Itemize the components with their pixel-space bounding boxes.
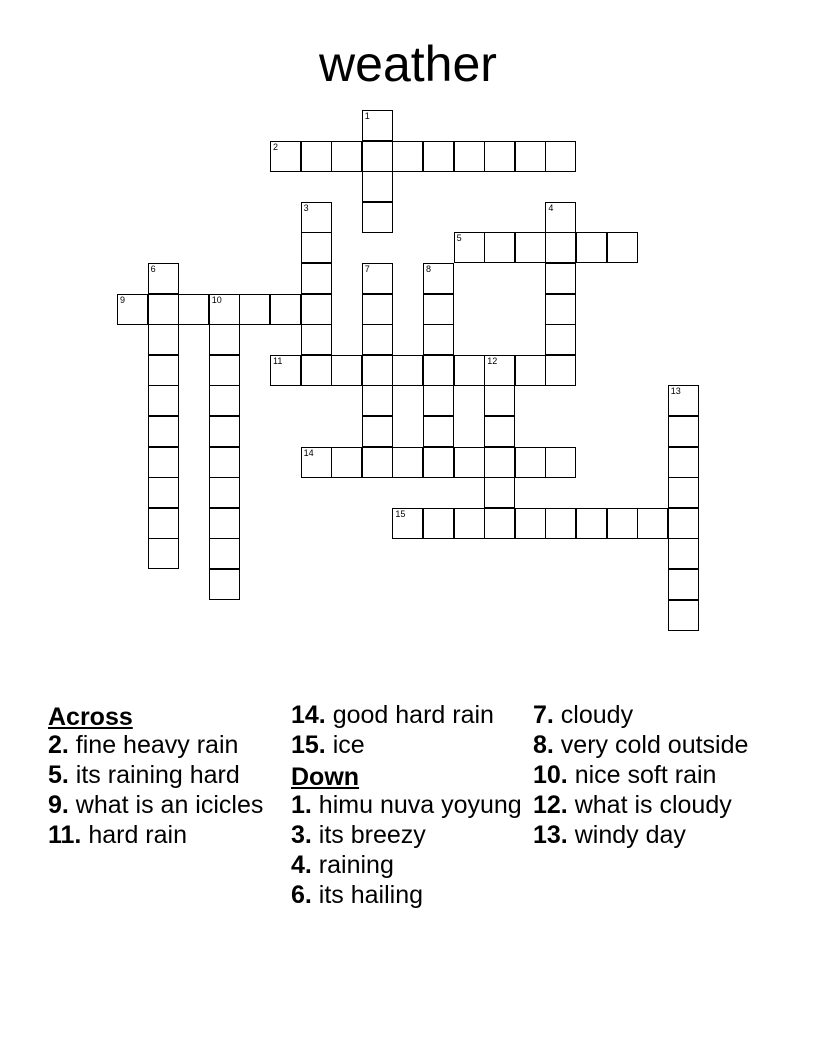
- clue-across: [48, 732, 283, 759]
- grid-cell[interactable]: [301, 232, 332, 263]
- grid-cell[interactable]: [117, 294, 148, 325]
- clue-text: what is an icicles: [68, 791, 264, 819]
- clue-text: fine heavy rain: [68, 731, 239, 759]
- clue-text: its breezy: [311, 821, 426, 849]
- grid-cell[interactable]: [270, 141, 301, 172]
- clue-text: its raining hard: [68, 761, 240, 789]
- grid-cell[interactable]: [607, 508, 638, 539]
- clue-down: [533, 702, 768, 729]
- grid-cell[interactable]: [545, 508, 576, 539]
- clue-number: 5.: [48, 761, 69, 789]
- grid-cell[interactable]: [423, 294, 454, 325]
- grid-cell[interactable]: [545, 202, 576, 233]
- grid-cell[interactable]: [576, 508, 607, 539]
- grid-cell[interactable]: [362, 110, 393, 141]
- grid-cell[interactable]: [454, 447, 485, 478]
- clue-number: 13.: [533, 821, 568, 849]
- grid-cell[interactable]: [392, 141, 423, 172]
- grid-cell[interactable]: [362, 447, 393, 478]
- grid-cell[interactable]: [209, 538, 240, 569]
- grid-cell[interactable]: [331, 447, 362, 478]
- clue-down: [291, 822, 526, 849]
- grid-cell[interactable]: [148, 508, 179, 539]
- grid-cell[interactable]: [362, 263, 393, 294]
- grid-cell[interactable]: [209, 477, 240, 508]
- clue-down: [291, 852, 526, 879]
- clue-down: [533, 792, 768, 819]
- clue-number: 15.: [291, 731, 326, 759]
- clue-number: 1.: [291, 791, 312, 819]
- grid-cell[interactable]: [423, 447, 454, 478]
- grid-cell[interactable]: [423, 416, 454, 447]
- clue-section-heading: Across: [48, 703, 133, 731]
- clue-number: 11.: [48, 821, 82, 849]
- clue-column-1: [48, 702, 283, 852]
- grid-cell[interactable]: [301, 447, 332, 478]
- clue-down: [533, 732, 768, 759]
- grid-cell[interactable]: [362, 355, 393, 386]
- grid-cell[interactable]: [148, 538, 179, 569]
- grid-cell[interactable]: [668, 477, 699, 508]
- grid-cell[interactable]: [301, 141, 332, 172]
- grid-cell[interactable]: [423, 324, 454, 355]
- grid-cell[interactable]: [423, 355, 454, 386]
- cell-number: 5: [456, 233, 462, 244]
- clue-number: 6.: [291, 881, 312, 909]
- grid-cell[interactable]: [209, 416, 240, 447]
- cell-number: 12: [487, 355, 498, 366]
- grid-cell[interactable]: [362, 202, 393, 233]
- clue-down: [533, 762, 768, 789]
- grid-cell[interactable]: [209, 324, 240, 355]
- grid-cell[interactable]: [270, 294, 301, 325]
- clue-number: 2.: [48, 731, 69, 759]
- grid-cell[interactable]: [454, 232, 485, 263]
- grid-cell[interactable]: [668, 416, 699, 447]
- grid-cell[interactable]: [515, 141, 546, 172]
- cell-number: 2: [273, 141, 279, 152]
- grid-cell[interactable]: [362, 416, 393, 447]
- clue-text: nice soft rain: [567, 761, 717, 789]
- grid-cell[interactable]: [668, 569, 699, 600]
- clue-across: [48, 762, 283, 789]
- cell-number: 7: [364, 264, 370, 274]
- grid-cell[interactable]: [515, 355, 546, 386]
- grid-cell[interactable]: [484, 447, 515, 478]
- grid-cell[interactable]: [576, 232, 607, 263]
- grid-cell[interactable]: [545, 447, 576, 478]
- grid-cell[interactable]: [209, 569, 240, 600]
- grid-cell[interactable]: [423, 508, 454, 539]
- grid-cell[interactable]: [148, 263, 179, 294]
- grid-cell[interactable]: [362, 171, 393, 202]
- grid-cell[interactable]: [484, 232, 515, 263]
- grid-cell[interactable]: [484, 416, 515, 447]
- clue-number: 10.: [533, 761, 568, 789]
- grid-cell[interactable]: [392, 355, 423, 386]
- grid-cell[interactable]: [668, 447, 699, 478]
- clue-text: good hard rain: [325, 701, 494, 729]
- grid-cell[interactable]: [301, 202, 332, 233]
- grid-cell[interactable]: [148, 447, 179, 478]
- grid-cell[interactable]: [515, 447, 546, 478]
- clue-text: hard rain: [81, 821, 187, 849]
- grid-cell[interactable]: [668, 385, 699, 416]
- clue-text: cloudy: [553, 701, 634, 729]
- clue-across: [291, 702, 526, 729]
- cell-number: 1: [364, 111, 370, 121]
- grid-cell[interactable]: [607, 232, 638, 263]
- grid-cell[interactable]: [484, 508, 515, 539]
- grid-cell[interactable]: [484, 141, 515, 172]
- grid-cell[interactable]: [392, 447, 423, 478]
- clue-text: what is cloudy: [567, 791, 732, 819]
- grid-cell[interactable]: [668, 600, 699, 631]
- grid-cell[interactable]: [454, 141, 485, 172]
- grid-cell[interactable]: [209, 385, 240, 416]
- clue-text: its hailing: [311, 881, 424, 909]
- grid-cell[interactable]: [148, 416, 179, 447]
- cell-number: 14: [303, 447, 314, 458]
- grid-cell[interactable]: [362, 294, 393, 325]
- grid-cell[interactable]: [392, 508, 423, 539]
- grid-cell[interactable]: [301, 355, 332, 386]
- clue-across: [291, 732, 526, 759]
- grid-cell[interactable]: [668, 538, 699, 569]
- grid-cell[interactable]: [209, 355, 240, 386]
- grid-cell[interactable]: [362, 324, 393, 355]
- grid-cell[interactable]: [362, 385, 393, 416]
- clue-text: windy day: [567, 821, 686, 849]
- grid-cell[interactable]: [423, 263, 454, 294]
- clue-column-3: [533, 702, 768, 852]
- grid-cell[interactable]: [545, 294, 576, 325]
- grid-cell[interactable]: [148, 355, 179, 386]
- cell-number: 13: [670, 386, 681, 397]
- cell-number: 6: [150, 264, 156, 274]
- grid-cell[interactable]: [454, 355, 485, 386]
- clue-text: raining: [311, 851, 394, 879]
- clue-number: 4.: [291, 851, 312, 879]
- grid-cell[interactable]: [148, 477, 179, 508]
- grid-cell[interactable]: [209, 508, 240, 539]
- grid-cell[interactable]: [545, 355, 576, 386]
- cell-number: 3: [303, 202, 309, 213]
- clue-number: 7.: [533, 701, 554, 729]
- grid-cell[interactable]: [423, 385, 454, 416]
- grid-cell[interactable]: [454, 508, 485, 539]
- clue-across: [48, 822, 283, 849]
- grid-cell[interactable]: [209, 447, 240, 478]
- clue-text: very cold outside: [553, 731, 749, 759]
- grid-cell[interactable]: [301, 263, 332, 294]
- clue-down: [533, 822, 768, 849]
- grid-cell[interactable]: [484, 385, 515, 416]
- cell-number: 4: [548, 202, 554, 213]
- grid-cell[interactable]: [148, 324, 179, 355]
- clue-list: [48, 702, 788, 962]
- grid-cell[interactable]: [515, 508, 546, 539]
- grid-cell[interactable]: [545, 141, 576, 172]
- grid-cell[interactable]: [270, 355, 301, 386]
- clue-number: 14.: [291, 701, 326, 729]
- grid-cell[interactable]: [148, 385, 179, 416]
- cell-number: 11: [273, 355, 283, 366]
- cell-number: 8: [426, 264, 432, 274]
- cell-number: 15: [395, 508, 406, 519]
- grid-cell[interactable]: [545, 324, 576, 355]
- grid-cell[interactable]: [362, 141, 393, 172]
- clue-number: 9.: [48, 791, 69, 819]
- grid-cell[interactable]: [637, 508, 668, 539]
- clue-text: himu nuva yoyung: [311, 791, 522, 819]
- grid-cell[interactable]: [178, 294, 209, 325]
- clue-number: 12.: [533, 791, 568, 819]
- grid-cell[interactable]: [423, 141, 454, 172]
- grid-cell[interactable]: [209, 294, 240, 325]
- grid-cell[interactable]: [331, 355, 362, 386]
- grid-cell[interactable]: [331, 141, 362, 172]
- grid-cell[interactable]: [301, 324, 332, 355]
- page-title: weather: [319, 36, 497, 92]
- grid-cell[interactable]: [484, 477, 515, 508]
- grid-cell[interactable]: [668, 508, 699, 539]
- clue-text: ice: [325, 731, 365, 759]
- grid-cell[interactable]: [515, 232, 546, 263]
- clue-number: 3.: [291, 821, 312, 849]
- grid-cell[interactable]: [545, 263, 576, 294]
- grid-cell[interactable]: [545, 232, 576, 263]
- cell-number: 9: [120, 294, 126, 305]
- clue-number: 8.: [533, 731, 554, 759]
- clue-section-heading: Down: [291, 763, 360, 791]
- clue-down: [291, 882, 526, 909]
- grid-cell[interactable]: [239, 294, 270, 325]
- grid-cell[interactable]: [301, 294, 332, 325]
- grid-cell[interactable]: [148, 294, 179, 325]
- clue-down: [291, 792, 526, 819]
- clue-across: [48, 792, 283, 819]
- clue-column-2: [291, 702, 526, 912]
- cell-number: 10: [211, 294, 222, 305]
- grid-cell[interactable]: [484, 355, 515, 386]
